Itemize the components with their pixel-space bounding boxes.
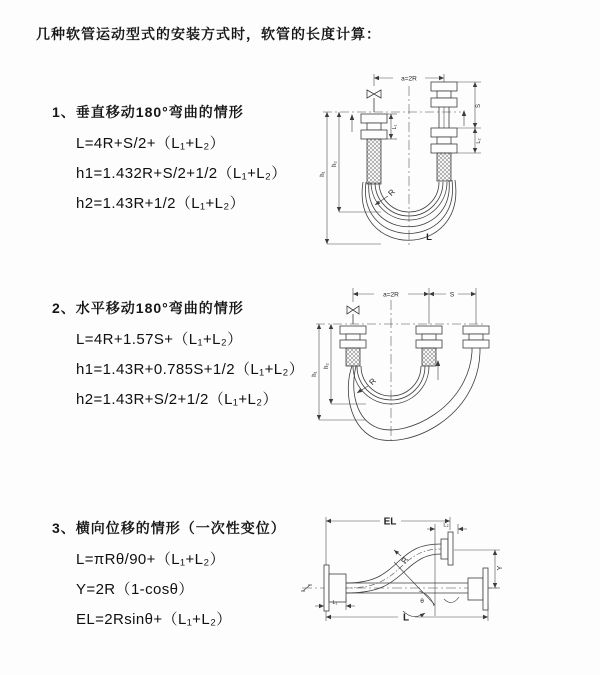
formula: h1=1.43R+0.785S+1/2（L₁+L₂） (76, 361, 305, 378)
section-3-heading: 3、横向位移的情形（一次性变位） (52, 520, 286, 536)
d3-dim-y-label: Y (497, 565, 504, 571)
diagram-vertical-180-bend (309, 66, 591, 260)
d2-hose-curves (348, 352, 480, 440)
d2-dimension-arrows (317, 292, 476, 420)
section-2-heading: 2、水平移动180°弯曲的情形 (52, 300, 244, 316)
d2-centerlines (316, 300, 486, 442)
d2-dim-h2-label: h₂ (324, 363, 330, 369)
d1-dim-l2-label: L₂ (476, 138, 482, 144)
d3-radius-label: R (399, 555, 411, 566)
d1-dim-l1-label: L₁ (392, 124, 398, 130)
section-horizontal-180 (52, 298, 304, 415)
formula: Y=2R（1-cosθ） (76, 581, 194, 598)
section-2-formulas (76, 325, 304, 415)
d1-dim-h1-label: h₁ (320, 171, 326, 177)
diagram-horizontal-180-bend (306, 280, 598, 452)
formula: L=4R+S/2+（L₁+L₂） (76, 135, 226, 152)
page-title: 几种软管运动型式的安装方式时，软管的长度计算： (36, 26, 381, 42)
d1-dim-a-label: a=2R (401, 75, 417, 83)
d3-dim-el-label: EL (383, 516, 397, 528)
formula: L=πRθ/90+（L₁+L₂） (76, 551, 225, 568)
d1-dim-h2-label: h₂ (332, 161, 338, 167)
d3-dim-l2-label: L₂ (443, 522, 449, 529)
d2-dim-s-label: S (449, 291, 455, 299)
formula: h1=1.432R+S/2+1/2（L₁+L₂） (76, 165, 287, 182)
section-3-formulas (76, 545, 286, 635)
d1-dim-s-label: S (476, 103, 482, 109)
d3-end-fittings (324, 532, 488, 611)
d3-angle-label: θ (420, 598, 424, 605)
d1-radius-label: R (386, 187, 397, 198)
d2-dimension-lines (319, 288, 476, 420)
d3-dim-l1-label: L₁ (332, 600, 338, 606)
d2-end-fittings (340, 326, 489, 352)
diagram-lateral-displacement (298, 504, 598, 646)
section-vertical-180 (52, 102, 287, 219)
d1-length-label: L (426, 232, 432, 243)
formula: L=4R+1.57S+（L₁+L₂） (76, 331, 243, 348)
d1-dimension-lines (327, 74, 481, 244)
section-1-formulas (76, 129, 287, 219)
d1-valve-icon (367, 90, 381, 112)
section-1-heading: 1、垂直移动180°弯曲的情形 (52, 104, 244, 120)
formula: h2=1.43R+1/2（L₁+L₂） (76, 195, 246, 212)
section-lateral-displacement (52, 518, 286, 635)
d2-valve-icon (347, 306, 359, 324)
d2-dim-a-label: a=2R (383, 291, 399, 299)
formula: EL=2Rsinθ+（L₁+L₂） (76, 611, 232, 628)
d2-dim-h1-label: h₁ (312, 371, 318, 377)
formula: h2=1.43R+S/2+1/2（L₁+L₂） (76, 391, 278, 408)
d3-dim-l-label: L (402, 612, 410, 624)
d2-radius-label: R (367, 376, 378, 387)
